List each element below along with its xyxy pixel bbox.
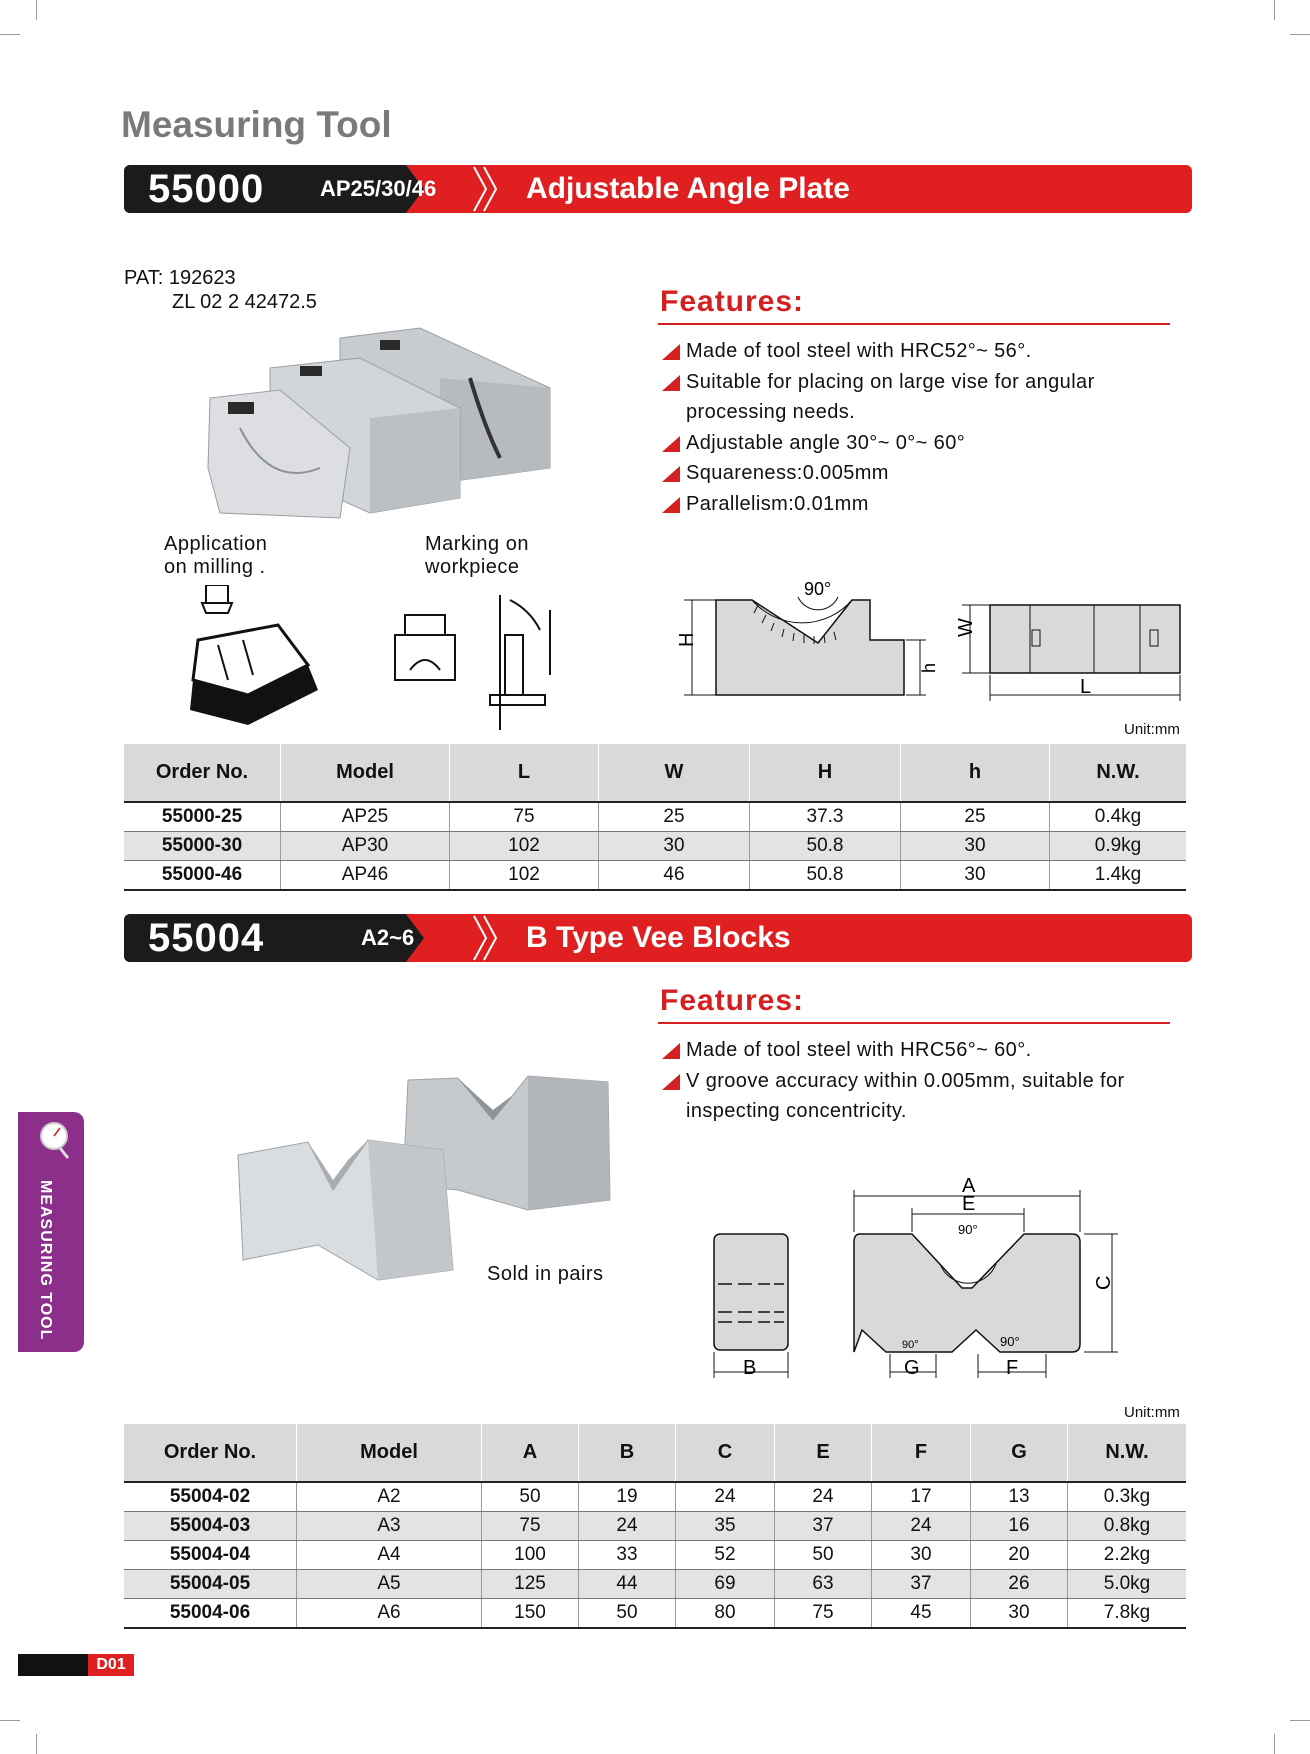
table-row: 55004-03 A3 75 24 35 37 24 16 0.8kg (124, 1512, 1186, 1541)
table-header-row (124, 1424, 1186, 1482)
dim-label-h: h (919, 662, 939, 673)
product-banner-55004 (124, 914, 1192, 962)
dim-label-A: A (962, 1175, 976, 1197)
unit-label: Unit:mm (1124, 721, 1180, 738)
section-title: Measuring Tool (121, 104, 392, 145)
table-header: E (775, 1424, 872, 1482)
dim-label-L: L (1080, 676, 1092, 698)
bullet-icon (662, 436, 680, 452)
features-divider (658, 323, 1170, 325)
dim-label-angle: 90° (958, 1222, 978, 1237)
dim-label-B: B (743, 1357, 757, 1379)
feature-item: V groove accuracy within 0.005mm, suitable for inspecting concentricity. (662, 1066, 1162, 1127)
bullet-icon (662, 375, 680, 391)
vee-blocks-photo (228, 1070, 618, 1290)
table-header: N.W. (1050, 744, 1187, 802)
caption-marking: Marking on workpiece (425, 533, 529, 578)
table-header: Model (281, 744, 450, 802)
crop-mark (1274, 0, 1275, 20)
table-header: C (676, 1424, 775, 1482)
table-row: 55000-46 AP46 102 46 50.8 30 1.4kg (124, 861, 1186, 891)
table-header: A (482, 1424, 579, 1482)
features-title: Features: (660, 984, 805, 1017)
table-header: Model (297, 1424, 482, 1482)
crop-mark (36, 0, 37, 20)
unit-label: Unit:mm (1124, 1404, 1180, 1421)
patent-line: ZL 02 2 42472.5 (172, 291, 317, 313)
caption-milling: Application on milling . (164, 533, 268, 578)
chevron-icon (472, 165, 502, 213)
table-row: 55000-30 AP30 102 30 50.8 30 0.9kg (124, 832, 1186, 861)
feature-item: Adjustable angle 30°~ 0°~ 60° (662, 428, 1162, 459)
table-header: G (971, 1424, 1068, 1482)
side-tab-label: MEASURING TOOL (37, 1180, 54, 1341)
crop-mark (1290, 1720, 1310, 1721)
table-row: 55004-04 A4 100 33 52 50 30 20 2.2kg (124, 1541, 1186, 1570)
table-row: 55000-25 AP25 75 25 37.3 25 0.4kg (124, 802, 1186, 832)
marking-illustration (390, 595, 560, 730)
dim-label-angle: 90° (1000, 1334, 1020, 1349)
bullet-icon (662, 1043, 680, 1059)
angle-plate-photo (200, 318, 560, 528)
spec-table-55000 (124, 744, 1186, 891)
crop-mark (1290, 34, 1310, 35)
crop-mark (1274, 1734, 1275, 1754)
page-number: D01 (88, 1654, 134, 1676)
feature-item: Squareness:0.005mm (662, 458, 1162, 489)
feature-item: Made of tool steel with HRC56°~ 60°. (662, 1035, 1162, 1066)
product-title: Adjustable Angle Plate (526, 172, 850, 205)
table-row: 55004-05 A5 125 44 69 63 37 26 5.0kg (124, 1570, 1186, 1599)
table-row: 55004-06 A6 150 50 80 75 45 30 7.8kg (124, 1599, 1186, 1629)
chevron-icon (472, 914, 502, 962)
product-code: 55000 (148, 167, 265, 211)
table-header: L (450, 744, 599, 802)
features-list (662, 1035, 1162, 1127)
crop-mark (36, 1734, 37, 1754)
table-header: F (872, 1424, 971, 1482)
feature-item: Suitable for placing on large vise for angular processing needs. (662, 367, 1162, 428)
table-header: Order No. (124, 744, 281, 802)
product-code: 55004 (148, 916, 265, 960)
product-title: B Type Vee Blocks (526, 921, 791, 954)
dial-indicator-icon (38, 1120, 72, 1160)
table-header: B (579, 1424, 676, 1482)
product-model: A2~6 (361, 925, 415, 950)
table-header: N.W. (1068, 1424, 1187, 1482)
features-list (662, 336, 1162, 519)
table-header: h (901, 744, 1050, 802)
vee-block-diagram (700, 1172, 1130, 1382)
bullet-icon (662, 1074, 680, 1090)
bullet-icon (662, 466, 680, 482)
dim-label-W: W (955, 618, 977, 637)
table-header: H (750, 744, 901, 802)
product-banner-55000 (124, 165, 1192, 213)
features-title: Features: (660, 285, 805, 318)
patent-line: PAT: 192623 (124, 267, 236, 289)
table-header: Order No. (124, 1424, 297, 1482)
product-model: AP25/30/46 (320, 176, 437, 201)
crop-mark (0, 1720, 20, 1721)
patent-info (124, 266, 317, 314)
spec-table-55004 (124, 1424, 1186, 1629)
bullet-icon (662, 497, 680, 513)
dim-label-G: G (904, 1357, 920, 1379)
angle-plate-diagram (670, 575, 1190, 705)
bullet-icon (662, 344, 680, 360)
milling-illustration (188, 585, 328, 730)
dim-label-F: F (1006, 1357, 1019, 1379)
feature-item: Parallelism:0.01mm (662, 489, 1162, 520)
dim-label-H: H (676, 632, 698, 647)
crop-mark (0, 34, 20, 35)
dim-label-angle: 90° (804, 579, 832, 599)
table-header-row (124, 744, 1186, 802)
dim-label-C: C (1093, 1275, 1115, 1290)
table-header: W (599, 744, 750, 802)
caption-pairs: Sold in pairs (487, 1263, 604, 1285)
dim-label-E: E (962, 1193, 976, 1215)
feature-item: Made of tool steel with HRC52°~ 56°. (662, 336, 1162, 367)
table-row: 55004-02 A2 50 19 24 24 17 13 0.3kg (124, 1482, 1186, 1512)
features-divider (658, 1022, 1170, 1024)
dim-label-angle: 90° (902, 1339, 919, 1351)
page-number-bar (18, 1654, 134, 1676)
